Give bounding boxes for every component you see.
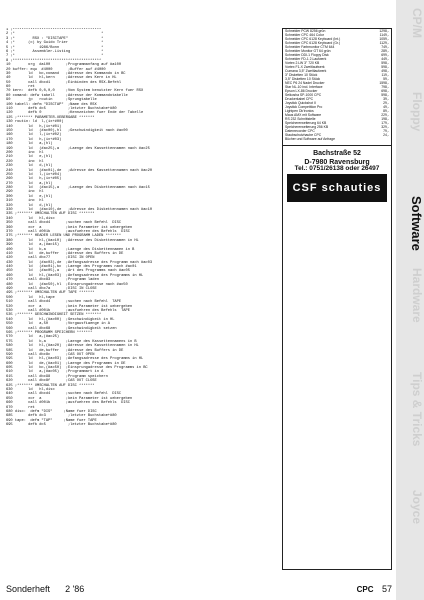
advertisement-box — [282, 28, 392, 570]
product-price: 449,- — [381, 57, 389, 61]
listing-line: 570 ld a,(#ac25) — [6, 335, 60, 340]
ad-address — [283, 145, 391, 167]
product-price: 229,- — [381, 113, 389, 117]
listing-line: 40 ld hl,kern ;Adresse des Kern in HL — [6, 76, 117, 81]
product-name: Schneider CPC 464 Color — [285, 33, 325, 37]
product-price: 39,- — [383, 97, 389, 101]
listing-line: 90 jp routin ;Sprungtabelle — [6, 98, 97, 103]
listing-line: 230 ld d,(hl) — [6, 164, 53, 169]
listing-line: 420 call #bc77 ;DISC IN OPEN — [6, 256, 95, 261]
product-name: Vortex 2.LW 3" 720 KB — [285, 61, 320, 65]
listing-line: 200 inc hl — [6, 150, 44, 155]
listing-line: 30 ld bc,comand ;Adresse des Kommando in BC — [6, 71, 126, 76]
listing-line: 340 ld hl,disc — [6, 216, 55, 221]
listing-line: 535 ;******* GESCHWINDIGKEIT SETZEN ******* — [6, 313, 102, 318]
product-price: 198,- — [381, 117, 389, 121]
product-name: Schneider CPC 6128 Keyboard (Gr.) — [285, 41, 341, 45]
product-price: 798,- — [381, 85, 389, 89]
listing-line: 130 routin: ld l,(ix+#00) — [6, 120, 64, 125]
listing-line: 220 inc hl — [6, 159, 44, 164]
sidebar-section-software: Software — [409, 196, 424, 251]
listing-line: 530 call #001b ;ausfuehren des Befehls TAPE — [6, 309, 130, 313]
listing-line: 410 ld de,buffer ;Adresse des Buffers in DE — [6, 251, 124, 256]
listing-line: 100 tabell: defm "DISCTAP" ;Name des RSX — [6, 102, 97, 107]
product-price: 89,- — [383, 109, 389, 113]
listing-line: 375 ;******* HEADER LESEN UND PROGRAMM LADEN ******* — [6, 234, 122, 239]
product-name: RS 232 Schnittstelle — [285, 117, 316, 121]
listing-line: 180 ld a,(hl) — [6, 142, 53, 147]
listing-line: 450 ld (#ac05),a ;Art des Programms nach #ac05 — [6, 269, 130, 274]
sidebar-section-floppy: Floppy — [410, 92, 424, 132]
product-price: 1598,- — [379, 81, 389, 85]
listing-line: 620 call #bc8f ;CAS OUT CLOSE — [6, 379, 97, 384]
ad-city: D-7980 Ravensburg — [304, 159, 370, 166]
sidebar-section-cp-m: CP/M — [410, 8, 424, 38]
listing-line: 270 ld a,(hl) — [6, 181, 53, 186]
ad-street: Bachstraße 52 — [313, 150, 361, 157]
listing-line: 50 call #bcd1 ;Einbinden des RSX-Befehl — [6, 80, 122, 85]
listing-line: 150 ld (#ac00),hl ;Geschwindigkeit nach #ac00 — [6, 128, 128, 133]
product-name: Schneider CPC 6128 Keyboard (Int.) — [285, 37, 341, 41]
listing-line: 440 ld (#ac01),bc ;Laenge des Programms nach #ac01 — [6, 265, 137, 270]
listing-line: 4 ;* (c) by Guido Trier * — [6, 41, 104, 46]
product-price: 598,- — [381, 65, 389, 69]
listing-line: 20 buffer: equ #4000 ;Buffer auf #4000 — [6, 67, 106, 72]
product-price: 699,- — [381, 53, 389, 57]
listing-line: 330 ld (#ac10),de ;Adresse des Diskettennamen nach #ac10 — [6, 208, 153, 213]
product-name: Lightpen Dk'tronics — [285, 109, 314, 113]
product-price: 289,- — [381, 49, 389, 53]
listing-line: 490 call #bc7a ;DISC IN CLOSE — [6, 287, 97, 292]
product-price: 119,- — [381, 73, 389, 77]
product-name: Datenrecorder CPC — [285, 129, 315, 133]
listing-line: 495 ;******* UMSCHALTEN AUF TAPE ******* — [6, 291, 95, 296]
product-name: Bücher und Software auf Anfrage — [285, 137, 335, 141]
listing-line: 400 ld b,a ;Laenge des Diskettennamen in B — [6, 247, 135, 252]
product-price: 1059,- — [379, 37, 389, 41]
listing-line: 110 defb #c5 ;letzter Buchstabe+#80 — [6, 107, 117, 112]
listing-line: 120 defb 0 ;Kennzeichen fuer Ende der Tabelle — [6, 111, 144, 116]
listing-line: 595 ld hl,(#ac03) ;Anfangsadresse des Programms in HL — [6, 357, 144, 362]
listing-line: 630 ld hl,disc — [6, 388, 55, 393]
listing-line: 350 call #bcd4 ;suchen nach Befehl DISC — [6, 221, 122, 226]
listing-line: 510 call #bcd4 ;suchen nach Befehl TAPE — [6, 300, 122, 305]
listing-line: 1 ;**************************************** — [6, 28, 102, 32]
listing-line: 680 disc: defm "DIS" ;Name fuer DISC — [6, 409, 97, 414]
listing-line: 575 ld b,a ;Laenge des Kassettennamens in B — [6, 339, 137, 344]
listing-line: 610 ld a,(#ac05) ;Programmart in A — [6, 370, 104, 375]
listing-line: 580 ld hl,(#ac20) ;Adresse des Kassettennamen in HL — [6, 344, 139, 349]
listing-line: 8 ;**************************************** — [6, 58, 102, 63]
product-name: Schneider PCW 8256 grün — [285, 29, 326, 33]
listing-line: 605 ld bc,(#ac50) ;Einsprungadresse des Programms in BC — [6, 366, 148, 371]
listing-line: 685 defb #c3 ;letzter Buchstabe+#80 — [6, 414, 117, 419]
listing-line: 370 call #001b ;ausfuehren des Befehls DISC — [6, 229, 130, 234]
page-number: 57 — [381, 584, 392, 594]
listing-line: 6 ;* Assembler-Listing * — [6, 49, 104, 54]
listing-line: 80 comand: defw tabell ;Adresse der Kommandotabelle — [6, 93, 128, 98]
product-name: 3" Disketten 10 Stück — [285, 73, 318, 77]
listing-line: 615 call #bc98 ;Programm speichern — [6, 374, 108, 379]
listing-line: 70 kern: defb 0,0,0,0 ;Vom System benutzter Kern fuer RSX — [6, 89, 144, 94]
listing-line: 650 xor a ;kein Parameter ist uebergeben — [6, 396, 133, 401]
listing-line: 125 ;******* PARAMETER-UEBERGABE ******* — [6, 115, 95, 120]
company-logo: CSF schauties — [287, 174, 387, 202]
product-name: Joystick Quickshot II — [285, 101, 316, 105]
listing-line: 695 defb #c5 ;letzter Buchstabe+#80 — [6, 423, 117, 428]
page-footer — [6, 582, 392, 596]
product-price: 1149,- — [379, 33, 389, 37]
product-price: 598,- — [381, 93, 389, 97]
product-price: 698,- — [381, 89, 389, 93]
listing-line: 7 ;* * — [6, 54, 104, 59]
product-name: Speichererweiterung 64 KB — [285, 121, 327, 125]
product-name: Epson LX-86 Drucker — [285, 89, 318, 93]
listing-line: 690 tape: defm "TAP" ;Name fuer TAPE — [6, 418, 97, 423]
listing-line: 640 call #bcd4 ;suchen nach Befehl DISC — [6, 392, 122, 397]
product-price: 49,- — [383, 105, 389, 109]
ad-phone: Tel.: 0751/26138 oder 26497 — [294, 165, 380, 172]
section-sidebar — [396, 0, 424, 600]
product-price: 29,- — [383, 101, 389, 105]
listing-line: 190 ld (#ac25),a ;Laenge des Kassettennamen nach #ac25 — [6, 146, 150, 151]
product-name: Schneider Farbmonitor CTM 644 — [285, 45, 335, 49]
sidebar-section-hardware: Hardware — [410, 268, 424, 323]
product-price: 1298,- — [379, 29, 389, 33]
price-list — [283, 29, 391, 141]
listing-line: 470 call #bc83 ;Programm laden — [6, 278, 99, 283]
product-price: 79,- — [383, 129, 389, 133]
listing-line: 590 call #bc8c ;CAS OUT OPEN — [6, 352, 95, 357]
listing-line: 670 ret — [6, 405, 35, 410]
listing-line: 460 ld hl,(#ac03) ;Anfangsadresse des Programms in HL — [6, 273, 144, 278]
footer-issue-number: 2 '86 — [65, 584, 85, 594]
sidebar-section-tips-tricks: Tips & Tricks — [410, 372, 424, 447]
product-price: 329,- — [381, 125, 389, 129]
footer-magazine-logo: CPC — [356, 585, 374, 594]
product-price: 498,- — [381, 69, 389, 73]
listing-line: 550 ld a,50 ;Vorgausfiaenge in A — [6, 322, 111, 327]
product-name: Druckerkabel CPC — [285, 97, 314, 101]
listing-line: 240 ld (#ac01),de ;Adresse des Kassettennamen nach #ac20 — [6, 168, 153, 173]
footer-magazine-issue-label: Sonderheft — [6, 584, 51, 594]
product-name: Speichererweiterung 256 KB — [285, 125, 329, 129]
product-price: 179,- — [381, 121, 389, 125]
listing-line: 500 ld hl,tape — [6, 295, 55, 300]
assembler-listing — [6, 28, 264, 573]
listing-line: 520 xor a ;kein Parameter ist uebergeben — [6, 304, 133, 309]
product-name: Maus AMX mit Software — [285, 113, 322, 117]
listing-line: 2 ;* * — [6, 32, 104, 37]
listing-line: 5 ;* 1986/Bonn * — [6, 45, 104, 50]
listing-line: 625 ;******* UMSCHALTEN AUF DISC ******* — [6, 383, 95, 388]
listing-line: 360 xor a ;kein Parameter ist uebergeben — [6, 225, 133, 230]
listing-line: 390 ld a,(#ac15) — [6, 243, 60, 248]
product-name: Star NL-10 incl. Interface — [285, 85, 323, 89]
listing-line: 660 call #001b ;ausfuehren des Befehls DISC — [6, 401, 130, 406]
product-price: 24,- — [383, 133, 389, 137]
listing-line: 280 ld (#ac15),a ;Laenge des Diskettennamen nach #ac15 — [6, 186, 150, 191]
listing-line: 210 ld e,(hl) — [6, 155, 53, 160]
product-price: 749,- — [381, 45, 389, 49]
listing-line: 10 org #a100 ;Programmanfang auf #a100 — [6, 63, 122, 68]
sidebar-section-joyce: Joyce — [410, 490, 424, 525]
listing-line: 560 call #bc68 ;Geschwindigkeit setzen — [6, 326, 117, 331]
product-name: Seikosha SP-1000 CPC — [285, 93, 322, 97]
product-name: Schneider DDI-1 Floppy Disk — [285, 53, 329, 57]
listing-line: 320 ld d,(hl) — [6, 203, 53, 208]
product-name: Schneider Monitor GT 64 grün — [285, 49, 331, 53]
listing-line: 300 ld e,(hl) — [6, 194, 53, 199]
listing-line: 170 ld h,(ix+#03) — [6, 137, 62, 142]
listing-line: 585 ld de,buffer ;Adresse des Buffers in DE — [6, 348, 124, 353]
listing-line: 140 ld h,(ix+#01) — [6, 124, 62, 129]
listing-line: 565 ;******* PROGRAMM SPEICHERN ******* — [6, 330, 93, 335]
product-name: Cumana 3,5" Zweitlaufwerk — [285, 69, 327, 73]
listing-line: 480 ld (#ac50),hl ;Einsprungadresse nach #ac50 — [6, 282, 128, 287]
listing-line: 290 inc hl — [6, 190, 44, 195]
listing-line: 335 ;******* UMSCHALTEN AUF DISC ******* — [6, 212, 95, 217]
product-price: 59,- — [383, 77, 389, 81]
product-name: Schneider FD-1 2.Laufwerk — [285, 57, 327, 61]
listing-line: 160 ld l,(ix+#02) — [6, 133, 62, 138]
product-price: 598,- — [381, 61, 389, 65]
product-name: 3,5" Disketten 10 Stück — [285, 77, 321, 81]
listing-line: 60 ret — [6, 85, 35, 90]
product-name: Joystick Competition Pro — [285, 105, 323, 109]
product-name: Staubschutzhaube CPC — [285, 133, 322, 137]
listing-line: 600 ld de,(#ac01) ;Laenge des Programms in DE — [6, 361, 126, 366]
product-name: NEC P6 24 Nadel Drucker — [285, 81, 325, 85]
listing-line: 3 ;* RSX : "DISCTAPE" * — [6, 36, 104, 41]
listing-line: 540 ld hl,(#ac00) ;Geschwindigkeit in HL — [6, 317, 115, 322]
product-name: Vortex F1-X Zweitlaufwerk — [285, 65, 325, 69]
listing-line: 380 ld hl,(#ac10) ;Adresse des Diskettennamen in HL — [6, 238, 139, 243]
listing-line: 430 ld (#ac03),de ;Anfangsadresse des Programm nach #ac03 — [6, 260, 153, 265]
listing-line: 260 ld h,(ix+#05) — [6, 177, 62, 182]
listing-line: 250 ld l,(ix+#04) — [6, 172, 62, 177]
price-row — [283, 137, 391, 141]
listing-line: 310 inc hl — [6, 199, 44, 204]
product-price: 1129,- — [379, 41, 389, 45]
